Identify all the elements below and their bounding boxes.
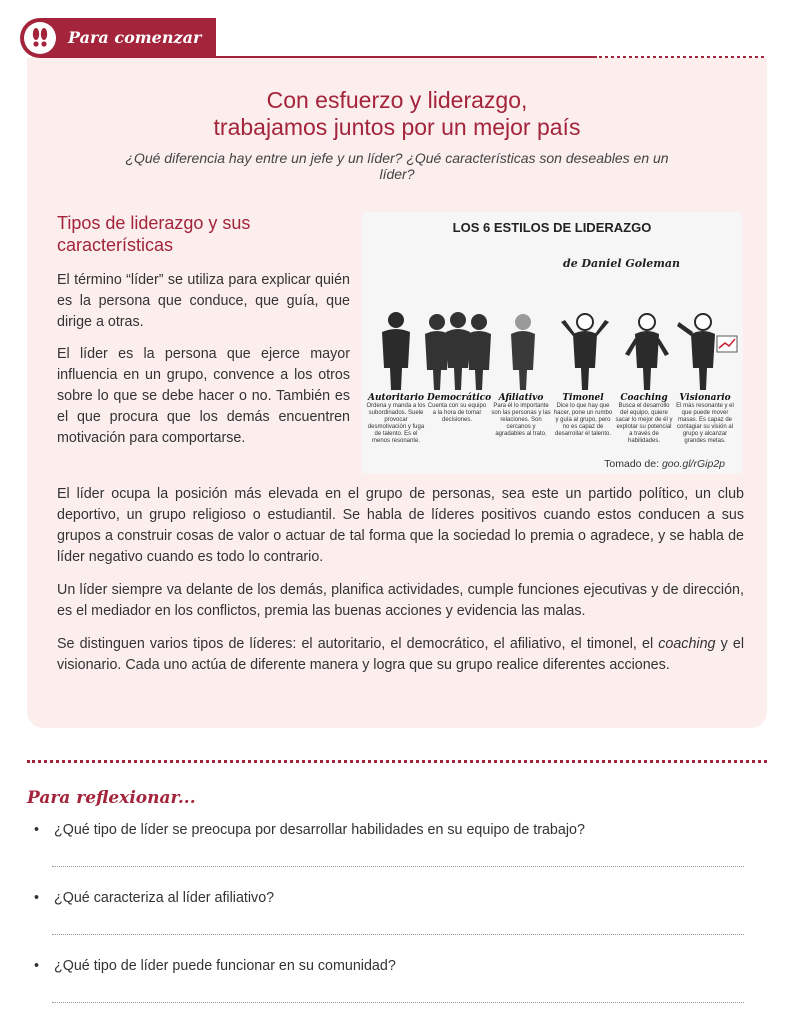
- footprints-icon: [24, 22, 56, 54]
- style-name: Timonel: [562, 393, 604, 403]
- answer-line[interactable]: [52, 866, 744, 867]
- section-label: Para comenzar: [68, 28, 202, 47]
- style-description: Ordena y manda a los subordinados. Suele provocar desmotivación y fuga de talento. Es el menos resonante.: [366, 403, 426, 444]
- paragraph-text: y el visionario. Cada uno actúa de diferente manera y logra que su grupo realice diferentes acciones.: [57, 636, 744, 673]
- section-separator: [27, 760, 767, 763]
- style-name: Afiliativo: [498, 393, 544, 403]
- style-afiliativo: [491, 393, 551, 438]
- bullet: •: [34, 822, 40, 838]
- style-description: Cuenta con su equipo a la hora de tomar decisiones.: [427, 403, 487, 423]
- credit-link[interactable]: goo.gl/rGip2p: [661, 458, 725, 470]
- page-subtitle: ¿Qué diferencia hay entre un jefe y un líder? ¿Qué características son deseables en un líder?: [125, 150, 669, 182]
- style-coaching: [614, 393, 674, 445]
- paragraph-emphasis: coaching: [658, 636, 716, 652]
- bullet: •: [34, 890, 40, 906]
- answer-line[interactable]: [52, 934, 744, 935]
- figure-title: LOS 6 ESTILOS DE LIDERAZGO: [452, 220, 652, 235]
- figure-credit: [604, 458, 725, 470]
- style-democratico: [427, 393, 492, 424]
- question-text: ¿Qué tipo de líder se preocupa por desarrollar habilidades en su equipo de trabajo?: [54, 822, 585, 838]
- credit-prefix: Tomado de:: [604, 458, 660, 470]
- style-name: Autoritario: [368, 393, 424, 403]
- bullet: •: [34, 958, 40, 974]
- autoritario-figure-icon: [382, 312, 410, 390]
- figure-illustration: [371, 310, 741, 392]
- question-item: [34, 890, 754, 906]
- section-title: Tipos de liderazgo y sus características: [57, 213, 251, 255]
- section-badge: [20, 18, 216, 58]
- paragraph: El líder es la persona que ejerce mayor influencia en un grupo, convence a los otros sobre lo que se debe hacer o no. También es el que procura que los demás encuentren motivación para comportarse.: [57, 346, 350, 446]
- style-visionario: [675, 393, 735, 445]
- question-text: ¿Qué tipo de líder puede funcionar en su comunidad?: [54, 958, 396, 974]
- afiliativo-figure-icon: [511, 314, 535, 390]
- reflect-title: Para reflexionar...: [27, 788, 196, 808]
- timonel-figure-icon: [561, 314, 609, 390]
- style-name: Coaching: [620, 393, 668, 403]
- page-title-line2: trabajamos juntos por un mejor país: [213, 114, 581, 140]
- paragraph-text: Se distinguen varios tipos de líderes: el autoritario, el democrático, el afiliativo, el timonel, el: [57, 636, 659, 652]
- style-name: Democrático: [427, 393, 492, 403]
- paragraph: Un líder siempre va delante de los demás, planifica actividades, cumple funciones ejecutivas y de dirección, es el mediador en los conflictos, premia las buenas acciones y evidencia las malas.: [57, 582, 744, 619]
- style-name: Visionario: [679, 393, 731, 403]
- style-description: Para él lo importante son las personas y las relaciones. Son cercanos y agradables al trato.: [491, 403, 551, 437]
- style-autoritario: [366, 393, 426, 445]
- visionario-figure-icon: [677, 314, 737, 390]
- answer-line[interactable]: [52, 1002, 744, 1003]
- page-title: Con esfuerzo y liderazgo,: [266, 87, 528, 113]
- paragraph: El término “líder” se utiliza para explicar quién es la persona que conduce, que guía, que dirige a otras.: [57, 272, 350, 330]
- democratico-figure-icon: [425, 312, 491, 390]
- coaching-figure-icon: [625, 314, 669, 390]
- style-timonel: [553, 393, 613, 438]
- question-item: [34, 958, 754, 974]
- paragraph: El líder ocupa la posición más elevada en el grupo de personas, sea este un partido político, un club deportivo, un grupo religioso o estudiantil. Se habla de líderes positivos cuando estos conducen a sus grupos a construir cosas de valor o actuar de tal forma que la sociedad lo premia o agradece, y se habla de líder negativo cuando es todo lo contrario.: [57, 486, 744, 565]
- figure-author: de Daniel Goleman: [563, 257, 681, 270]
- question-text: ¿Qué caracteriza al líder afiliativo?: [54, 890, 275, 906]
- question-item: [34, 822, 754, 838]
- style-description: El más resonante y el que puede mover masas. Es capaz de contagiar su visión al grupo y alcanzar grandes metas.: [676, 403, 734, 444]
- style-description: Busca el desarrollo del equipo, quiere sacar lo mejor de él y explotar su potencial a través de habilidades.: [615, 403, 673, 444]
- leadership-styles-figure: [361, 212, 743, 474]
- paragraph: [57, 634, 744, 676]
- style-description: Dice lo que hay que hacer, pone un rumbo y guía al grupo, pero no es capaz de desarrollar el talento.: [553, 403, 613, 437]
